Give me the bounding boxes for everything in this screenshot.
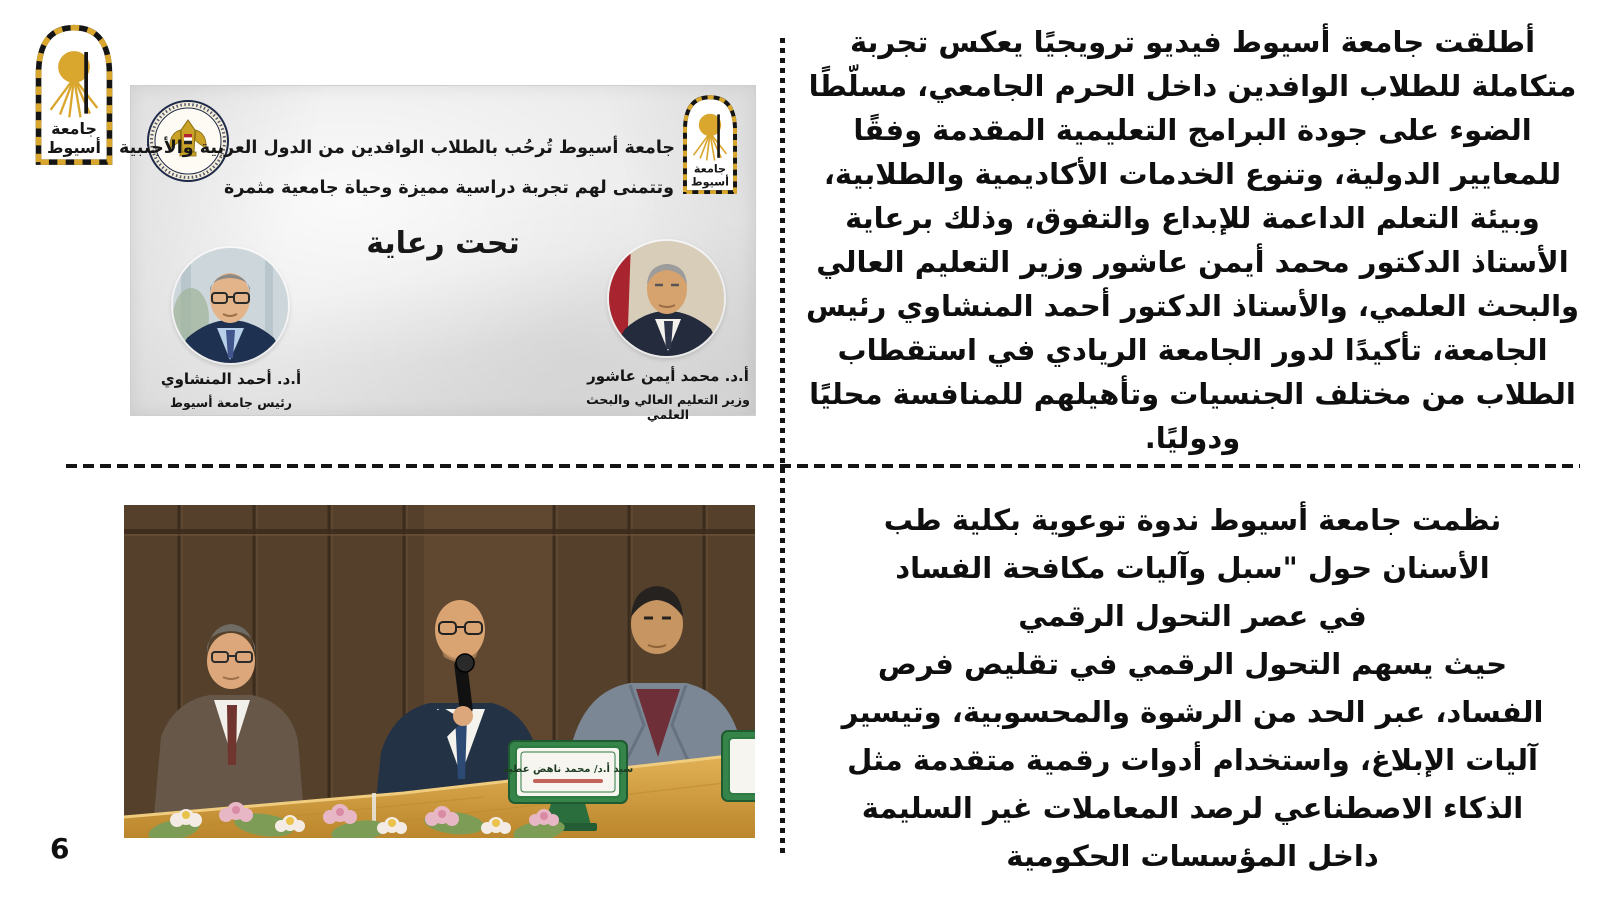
text-line: الأسنان حول "سبل وآليات مكافحة الفساد — [895, 551, 1490, 585]
patronage-title: تحت رعاية — [366, 226, 520, 261]
text-line: الذكاء الاصطناعي لرصد المعاملات غير السليمة — [861, 791, 1524, 825]
text-line: الفساد، عبر الحد من الرشوة والمحسوبية، وتيسير — [841, 695, 1544, 729]
logo-text-line2: أسيوط — [47, 137, 101, 157]
text-line: ودوليًا. — [1144, 421, 1241, 455]
text-line: الطلاب من مختلف الجنسيات وتأهيلهم للمنافسة محليًا — [809, 377, 1576, 411]
minister-portrait — [609, 241, 724, 356]
welcome-banner — [119, 85, 756, 422]
horizontal-divider — [66, 464, 1580, 468]
text-line: في عصر التحول الرقمي — [1018, 599, 1367, 633]
seminar-photo — [124, 505, 755, 838]
vertical-divider — [780, 38, 785, 858]
article-anticorruption-seminar — [795, 496, 1590, 880]
text-line: جامعة أسيوط تُرحُب بالطلاب الوافدين من الدول العربية والأجنبية — [119, 138, 675, 158]
banner-logo-text-line1: جامعة — [693, 162, 727, 176]
text-line: والبحث العلمي، والأستاذ الدكتور أحمد المنشاوي رئيس — [805, 289, 1580, 323]
banner-welcome-text — [119, 128, 675, 208]
text-line: الجامعة، تأكيدًا لدور الجامعة الريادي في استقطاب — [837, 333, 1548, 367]
page-number: 6 — [50, 832, 70, 865]
text-line: للمعايير الدولية، وتنوع الخدمات الأكاديمية والطلابية، — [823, 157, 1562, 191]
rector-name: أ.د. أحمد المنشاوي — [160, 370, 302, 388]
text-line: الضوء على جودة البرامج التعليمية المقدمة وفقًا — [853, 113, 1532, 147]
text-line: آليات الإبلاغ، واستخدام أدوات رقمية متقدمة مثل — [847, 743, 1538, 777]
text-line: متكاملة للطلاب الوافدين داخل الحرم الجامعي، مسلّطًا — [808, 69, 1577, 103]
rector-caption — [136, 370, 326, 410]
rector-portrait — [173, 248, 288, 363]
logo-text-line1: جامعة — [51, 119, 97, 139]
minister-caption — [574, 367, 762, 422]
text-line: وبيئة التعلم الداعمة للإبداع والتفوق، وذلك برعاية — [845, 201, 1540, 235]
assiut-university-logo-icon — [32, 20, 116, 168]
text-line: داخل المؤسسات الحكومية — [1006, 839, 1379, 873]
assiut-university-banner-logo-icon — [677, 92, 743, 196]
text-line: أطلقت جامعة أسيوط فيديو ترويجيًا يعكس تجربة — [849, 25, 1536, 59]
banner-logo-text-line2: أسيوط — [691, 175, 729, 189]
minister-title: وزير التعليم العالي والبحث العلمي — [586, 392, 750, 422]
minister-name: أ.د. محمد أيمن عاشور — [587, 367, 749, 385]
text-line: الأستاذ الدكتور محمد أيمن عاشور وزير التعليم العالي — [816, 245, 1569, 279]
article-promo-video — [795, 20, 1590, 460]
rector-title: رئيس جامعة أسيوط — [170, 395, 292, 410]
text-line: حيث يسهم التحول الرقمي في تقليص فرص — [877, 647, 1508, 681]
text-line: نظمت جامعة أسيوط ندوة توعوية بكلية طب — [883, 503, 1502, 537]
nameplate-partial — [722, 731, 755, 801]
nameplate-text: سيد أ.د/ محمد ناهض عطية — [502, 764, 634, 775]
text-line: وتتمنى لهم تجربة دراسية مميزة وحياة جامعية مثمرة — [224, 178, 674, 198]
